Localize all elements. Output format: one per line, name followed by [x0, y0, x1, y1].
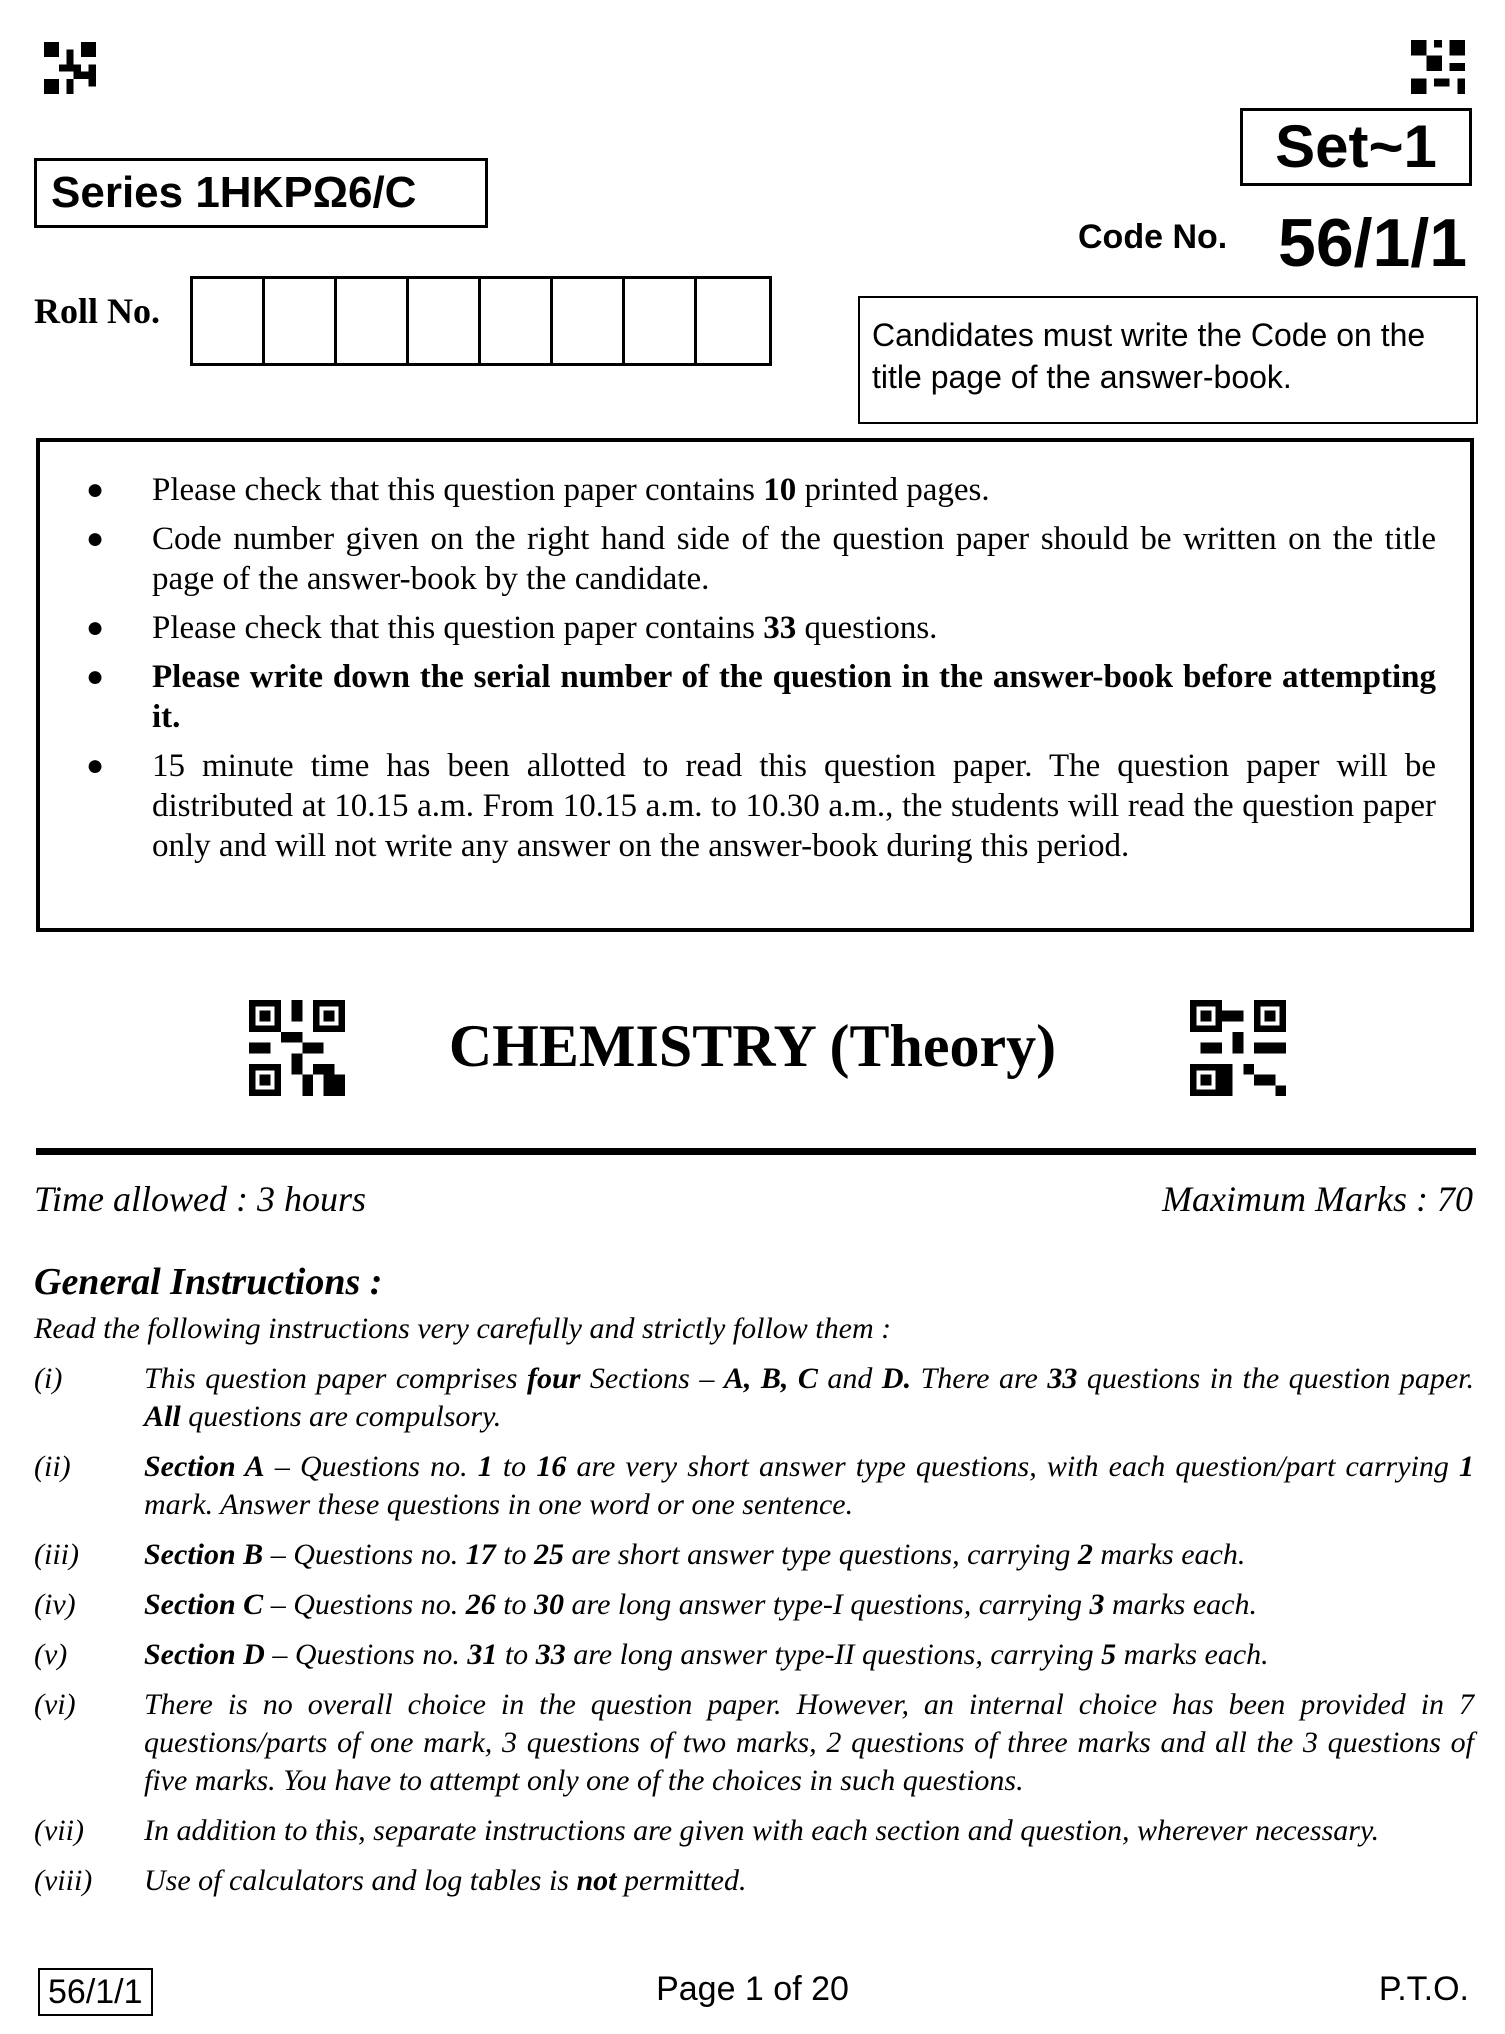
check-item: ● Code number given on the right hand side of the question paper should be written on the title page of the answer-book by the candidate.: [86, 521, 1436, 597]
qr-code-top-right: [1410, 40, 1466, 94]
roll-number-boxes[interactable]: [190, 276, 772, 366]
instruction-text: mark. Answer these questions in one word or one sentence.: [144, 1488, 854, 1521]
roll-number-label: Roll No.: [34, 291, 160, 331]
instruction-number: (iii): [34, 1538, 79, 1571]
instruction-text: marks each.: [1116, 1638, 1269, 1671]
roll-digit-box[interactable]: [697, 279, 769, 363]
instruction-text: to: [497, 1638, 536, 1671]
paper-title: CHEMISTRY (Theory): [448, 1013, 1057, 1079]
instruction-text: Use of calculators and log tables is: [144, 1864, 577, 1897]
code-instruction-box: Candidates must write the Code on the title page of the answer-book.: [858, 296, 1478, 424]
instruction-text: are very short answer type questions, with each question/part carrying: [566, 1450, 1459, 1483]
code-number: 56/1/1: [1278, 205, 1468, 281]
instruction-text: questions in the question paper.: [1077, 1362, 1475, 1395]
instruction-item: [34, 1862, 1474, 1900]
page-number: Page 1 of 20: [656, 1970, 849, 2008]
instruction-item: [34, 1360, 1474, 1436]
instruction-text: 1: [477, 1450, 493, 1483]
instruction-text: to: [495, 1588, 535, 1621]
instruction-text: are long answer type-I questions, carrying: [564, 1588, 1090, 1621]
instruction-text: – Questions no.: [263, 1538, 466, 1571]
instruction-text: – Questions no.: [264, 1638, 468, 1671]
roll-digit-box[interactable]: [481, 279, 553, 363]
instruction-number: (vii): [34, 1814, 84, 1847]
instruction-text: are long answer type-II questions, carrying: [565, 1638, 1102, 1671]
instruction-text: Section B: [144, 1538, 264, 1571]
pto-label: P.T.O.: [1378, 1970, 1469, 2008]
divider: [36, 1148, 1476, 1155]
general-instructions-heading: General Instructions :: [34, 1261, 383, 1303]
instruction-text: 26: [465, 1588, 496, 1621]
instruction-text: – Questions no.: [264, 1450, 478, 1483]
instruction-text: Section C: [144, 1588, 264, 1621]
instruction-text: 33: [535, 1638, 566, 1671]
instruction-text: to: [495, 1538, 535, 1571]
instruction-text: D.: [881, 1362, 912, 1395]
check-item: ● Please check that this question paper contains 10 printed pages.: [86, 472, 990, 508]
instruction-text: Section D: [144, 1638, 265, 1671]
instruction-text: four: [527, 1362, 581, 1395]
instruction-text: 25: [534, 1538, 565, 1571]
instruction-text: A, B, C: [723, 1362, 818, 1395]
roll-digit-box[interactable]: [193, 279, 265, 363]
instruction-item: [34, 1812, 1474, 1850]
roll-digit-box[interactable]: [409, 279, 481, 363]
instruction-item: [34, 1636, 1474, 1674]
roll-digit-box[interactable]: [337, 279, 409, 363]
instruction-number: (viii): [34, 1864, 93, 1897]
instruction-text: 16: [536, 1450, 567, 1483]
instruction-text: questions are compulsory.: [180, 1400, 502, 1433]
instruction-number: (iv): [34, 1588, 76, 1621]
instruction-text: to: [492, 1450, 537, 1483]
instruction-number: (v): [34, 1638, 68, 1671]
instruction-text: 17: [465, 1538, 496, 1571]
instruction-text: not: [576, 1864, 617, 1897]
code-label: Code No.: [1078, 218, 1228, 256]
instruction-text: are short answer type questions, carrying: [564, 1538, 1078, 1571]
general-instructions-list: [34, 1360, 1474, 1912]
instruction-text: Sections –: [580, 1362, 724, 1395]
footer-code: 56/1/1: [38, 1968, 153, 2016]
instruction-text: 33: [1047, 1362, 1078, 1395]
instruction-text: 5: [1101, 1638, 1117, 1671]
maximum-marks: Maximum Marks : 70: [1162, 1179, 1473, 1219]
instruction-text: Section A: [144, 1450, 265, 1483]
set-number: Set~1: [1240, 108, 1472, 186]
instruction-item: [34, 1448, 1474, 1524]
instruction-text: – Questions no.: [263, 1588, 466, 1621]
instruction-text: There is no overall choice in the question paper. However, an internal choice has been provided in 7 questions/parts of one mark, 3 questions of two marks, 2 questions of three marks and all the 3 questions of five marks. You have to attempt only one of the choices in such questions.: [144, 1688, 1474, 1797]
roll-digit-box[interactable]: [265, 279, 337, 363]
instruction-text: 3: [1089, 1588, 1105, 1621]
instruction-text: and: [817, 1362, 882, 1395]
instruction-text: marks each.: [1104, 1588, 1257, 1621]
series-label: Series 1HKPΩ6/C: [34, 158, 488, 228]
check-item: ● Please write down the serial number of the question in the answer-book before attempting it.: [86, 659, 1436, 735]
instruction-text: 1: [1459, 1450, 1474, 1483]
instruction-text: In addition to this, separate instructions are given with each section and question, wherever necessary.: [144, 1814, 1380, 1847]
instruction-text: 30: [534, 1588, 565, 1621]
qr-code-top-left: [44, 40, 96, 96]
instruction-number: (i): [34, 1362, 63, 1395]
instruction-text: This question paper comprises: [144, 1362, 528, 1395]
instruction-text: 31: [467, 1638, 498, 1671]
instruction-text: permitted.: [616, 1864, 747, 1897]
check-item: ● Please check that this question paper contains 33 questions.: [86, 610, 938, 646]
instruction-item: [34, 1686, 1474, 1800]
instruction-item: [34, 1536, 1474, 1574]
check-item: ● 15 minute time has been allotted to read this question paper. The question paper will be distributed at 10.15 a.m. From 10.15 a.m. to 10.30 a.m., the students will read the question paper only and will not write any answer on the answer-book during this period.: [86, 748, 1436, 864]
instruction-number: (vi): [34, 1688, 76, 1721]
instruction-item: [34, 1586, 1474, 1624]
check-instructions-box: [36, 438, 1474, 932]
time-allowed: Time allowed : 3 hours: [34, 1179, 367, 1219]
instruction-text: marks each.: [1092, 1538, 1246, 1571]
instruction-text: 2: [1077, 1538, 1093, 1571]
roll-digit-box[interactable]: [553, 279, 625, 363]
general-instructions-intro: Read the following instructions very carefully and strictly follow them :: [34, 1312, 892, 1345]
instruction-text: All: [144, 1400, 181, 1433]
instruction-text: There are: [911, 1362, 1048, 1395]
instruction-number: (ii): [34, 1450, 71, 1483]
roll-digit-box[interactable]: [625, 279, 697, 363]
